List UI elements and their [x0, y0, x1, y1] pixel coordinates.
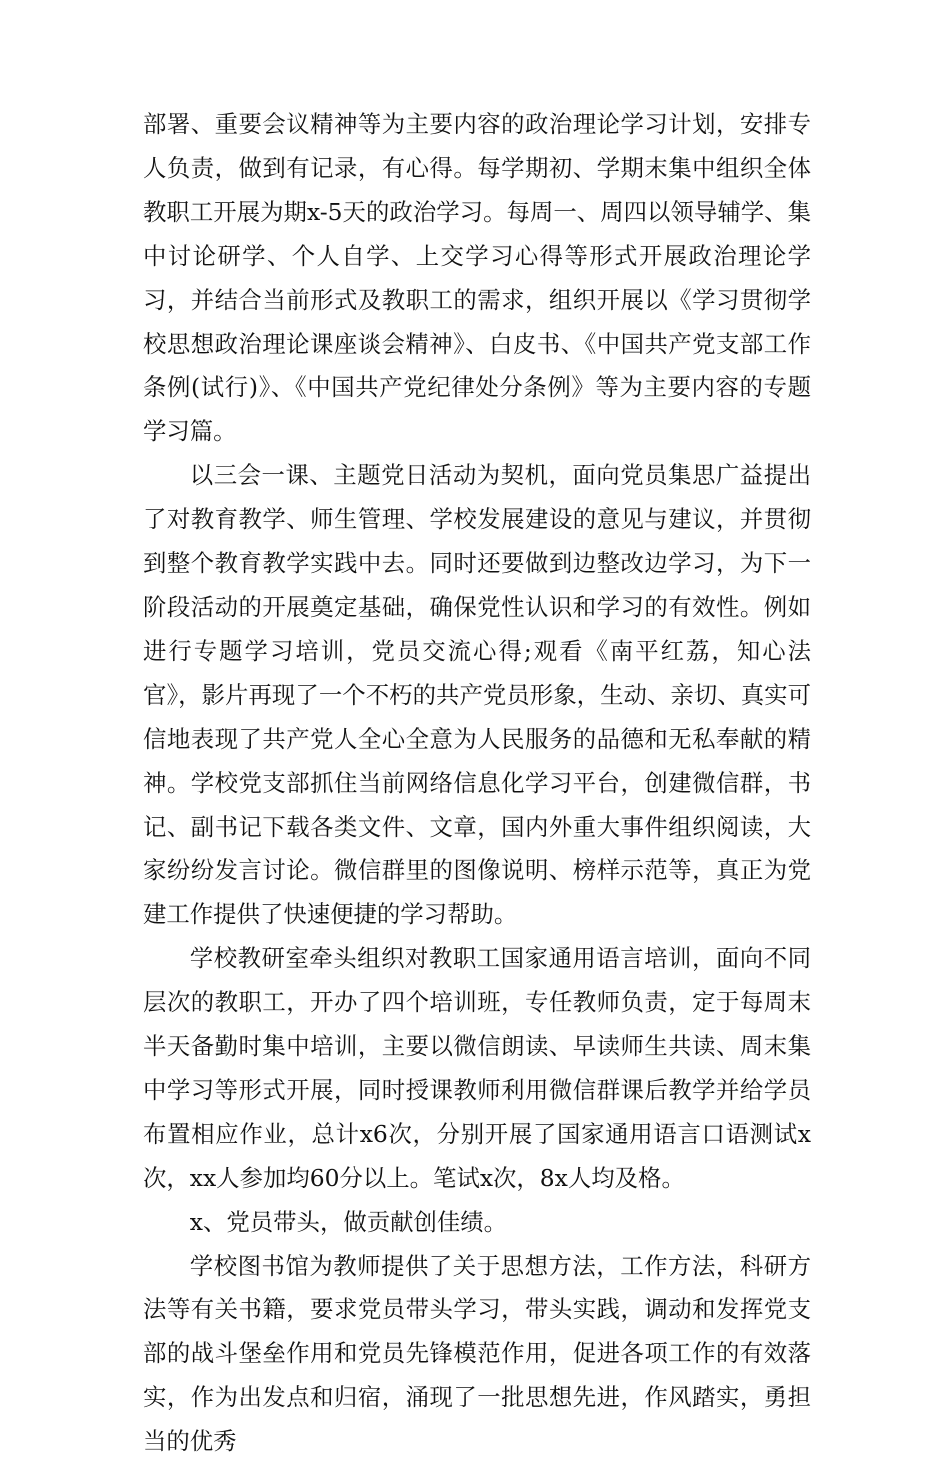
paragraph-4: x、党员带头，做贡献创佳绩。 [189, 1207, 508, 1236]
paragraph-5: 学校图书馆为教师提供了关于思想方法，工作方法，科研方法等有关书籍，要求党员带头学习，带头实践，调动和发挥党支部的战斗堡垒作用和党员先锋模范作用，促进各项工作的有效落实，作为出发点和归宿，涌现了一批思想先进，作风踏实，勇担当的优秀 [143, 1251, 811, 1456]
paragraph-2: 以三会一课、主题党日活动为契机，面向党员集思广益提出了对教育教学、师生管理、学校发展建设的意见与建议，并贯彻到整个教育教学实践中去。同时还要做到边整改边学习，为下一阶段活动的开展奠定基础，确保党性认识和学习的有效性。例如进行专题学习培训，党员交流心得;观看《南平红荔，知心法官》，影片再现了一个不朽的共产党员形象，生动、亲切、真实可信地表现了共产党人全心全意为人民服务的品德和无私奉献的精神。学校党支部抓住当前网络信息化学习平台，创建微信群，书记、副书记下载各类文件、文章，国内外重大事件组织阅读，大家纷纷发言讨论。微信群里的图像说明、榜样示范等，真正为党建工作提供了快速便捷的学习帮助。 [143, 461, 811, 929]
paragraph-3: 学校教研室牵头组织对教职工国家通用语言培训，面向不同层次的教职工，开办了四个培训班，专任教师负责，定于每周末半天备勤时集中培训，主要以微信朗读、早读师生共读、周末集中学习等形式开展，同时授课教师利用微信群课后教学并给学员布置相应作业，总计x6次，分别开展了国家通用语言口语测试x次，xx人参加均60分以上。笔试x次，8x人均及格。 [143, 944, 811, 1192]
document-body [143, 103, 811, 1464]
paragraph-1: 部署、重要会议精神等为主要内容的政治理论学习计划，安排专人负责，做到有记录，有心得。每学期初、学期末集中组织全体教职工开展为期x-5天的政治学习。每周一、周四以领导辅学、集中讨论研学、个人自学、上交学习心得等形式开展政治理论学习，并结合当前形式及教职工的需求，组织开展以《学习贯彻学校思想政治理论课座谈会精神》、白皮书、《中国共产党支部工作条例(试行)》、《中国共产党纪律处分条例》等为主要内容的专题学习篇。 [143, 110, 811, 446]
